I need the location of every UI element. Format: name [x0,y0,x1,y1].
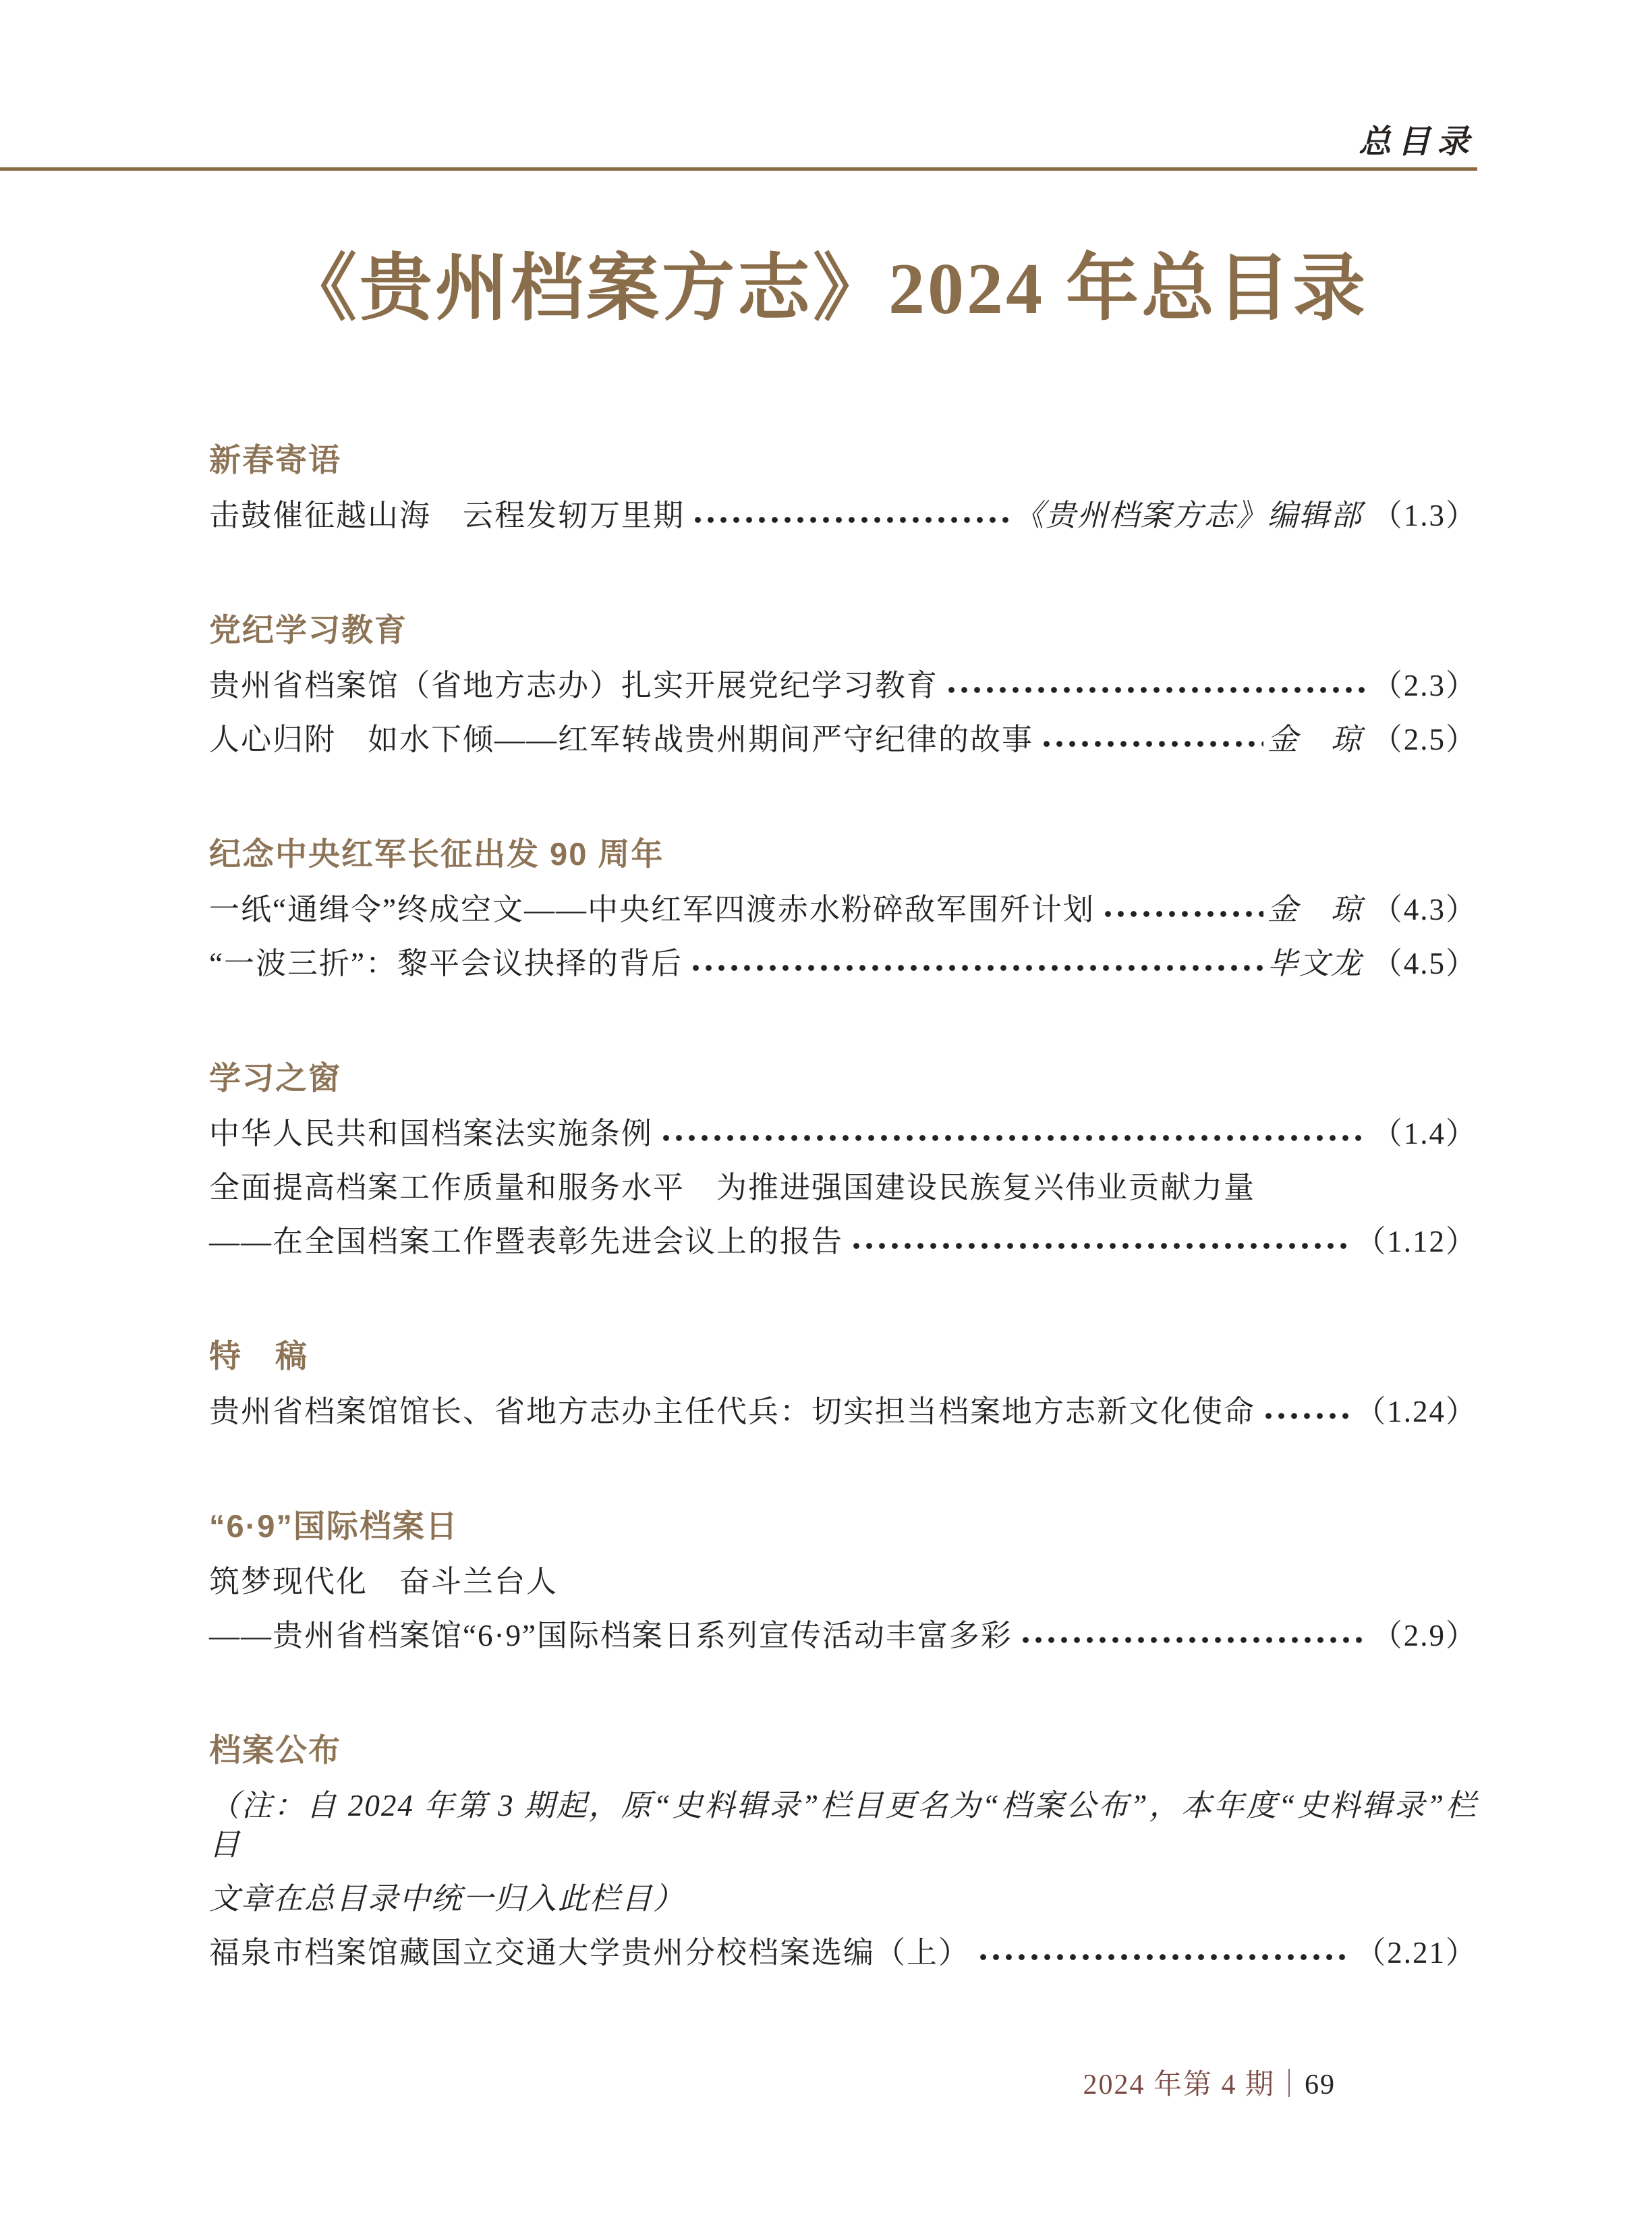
entry-title: ——贵州省档案馆“6·9”国际档案日系列宣传活动丰富多彩 [209,1619,1013,1653]
page-footer [1083,2062,1336,2103]
entry-leader-dots [688,953,1263,983]
section [209,1335,1477,1431]
entry-leader-dots [1018,1625,1368,1655]
entry-row [209,944,1477,983]
entry-row [209,1933,1477,1972]
section-note-line: 文章在总目录中统一归入此栏目） [209,1882,685,1916]
section-heading: “6·9”国际档案日 [209,1508,459,1545]
section-body [209,666,1477,759]
section [209,833,1477,983]
entry-author: 《贵州档案方志》编辑部 [1013,499,1363,533]
section-body [209,1562,1477,1655]
entry-ref: （2.21） [1355,1936,1477,1970]
entry-title: 贵州省档案馆（省地方志办）扎实开展党纪学习教育 [209,669,939,703]
entry-title: 中华人民共和国档案法实施条例 [209,1117,654,1151]
entry-row [209,1222,1477,1261]
footer-separator: ｜ [1274,2069,1305,2100]
entry-ref: （4.5） [1371,947,1477,981]
entry-ref: （1.4） [1371,1117,1477,1151]
section-body [209,1114,1477,1261]
entry-title: 一纸“通缉令”终成空文——中央红军四渡赤水粉碎敌军围歼计划 [209,893,1095,927]
section-body [209,496,1477,535]
section-body [209,1786,1477,1972]
section [209,1505,1477,1655]
entry-author: 金 琼 [1267,723,1363,757]
entry-title: 福泉市档案馆藏国立交通大学贵州分校档案选编（上） [209,1936,971,1970]
page-header [0,0,1477,171]
entry-title: 人心归附 如水下倾——红军转战贵州期间严守纪律的故事 [209,723,1034,757]
section-heading: 特 稿 [209,1338,308,1374]
entry-title: “一波三折”：黎平会议抉择的背后 [209,947,683,981]
entry-title: 全面提高档案工作质量和服务水平 为推进强国建设民族复兴伟业贡献力量 [209,1171,1256,1205]
section-heading: 党纪学习教育 [209,612,407,648]
footer-issue: 2024 年第 4 期 [1083,2069,1275,2100]
entry-ref: （4.3） [1371,893,1477,927]
section [209,1729,1477,1972]
entry-row [209,1392,1477,1431]
toc-sections [209,439,1477,1972]
entry-author: 毕文龙 [1267,947,1363,981]
entry-row [209,1562,1477,1601]
entry-leader-dots [690,505,1010,535]
entry-leader-dots [1100,899,1263,929]
entry-leader-dots [849,1231,1351,1261]
section-body [209,890,1477,983]
entry-row [209,890,1477,929]
entry-leader-dots [944,675,1368,705]
entry-leader-dots [1039,729,1263,759]
entry-row [209,496,1477,535]
section [209,609,1477,759]
page-title: 《贵州档案方志》2024 年总目录 [283,249,1368,329]
entry-ref: （2.3） [1371,669,1477,703]
entry-row [209,666,1477,705]
section-heading: 纪念中央红军长征出发 90 周年 [209,836,664,872]
section-heading: 学习之窗 [209,1060,341,1096]
entry-row [209,1114,1477,1153]
entry-ref: （2.9） [1371,1619,1477,1653]
entry-title: 贵州省档案馆馆长、省地方志办主任代兵：切实担当档案地方志新文化使命 [209,1395,1256,1429]
footer-page-number: 69 [1305,2069,1336,2100]
entry-ref: （1.3） [1371,499,1477,533]
entry-title: ——在全国档案工作暨表彰先进会议上的报告 [209,1225,844,1259]
entry-row [209,720,1477,759]
section-body [209,1392,1477,1431]
entry-leader-dots [975,1942,1351,1972]
entry-leader-dots [658,1123,1368,1153]
entry-title: 击鼓催征越山海 云程发轫万里期 [209,499,685,533]
section [209,439,1477,535]
section-heading: 档案公布 [209,1732,341,1769]
entry-ref: （1.24） [1355,1395,1477,1429]
corner-label: 总目录 [1358,124,1476,160]
entry-leader-dots [1261,1401,1351,1431]
entry-ref: （2.5） [1371,723,1477,757]
section-heading: 新春寄语 [209,442,341,478]
entry-row [209,1168,1477,1207]
section [209,1057,1477,1261]
entry-title: 筑梦现代化 奋斗兰台人 [209,1565,559,1599]
entry-ref: （1.12） [1355,1225,1477,1259]
entry-author: 金 琼 [1267,893,1363,927]
section-note-line: （注：自 2024 年第 3 期起，原“史料辑录”栏目更名为“档案公布”，本年度“史料辑录”栏目 [209,1789,1477,1862]
entry-row [209,1616,1477,1655]
